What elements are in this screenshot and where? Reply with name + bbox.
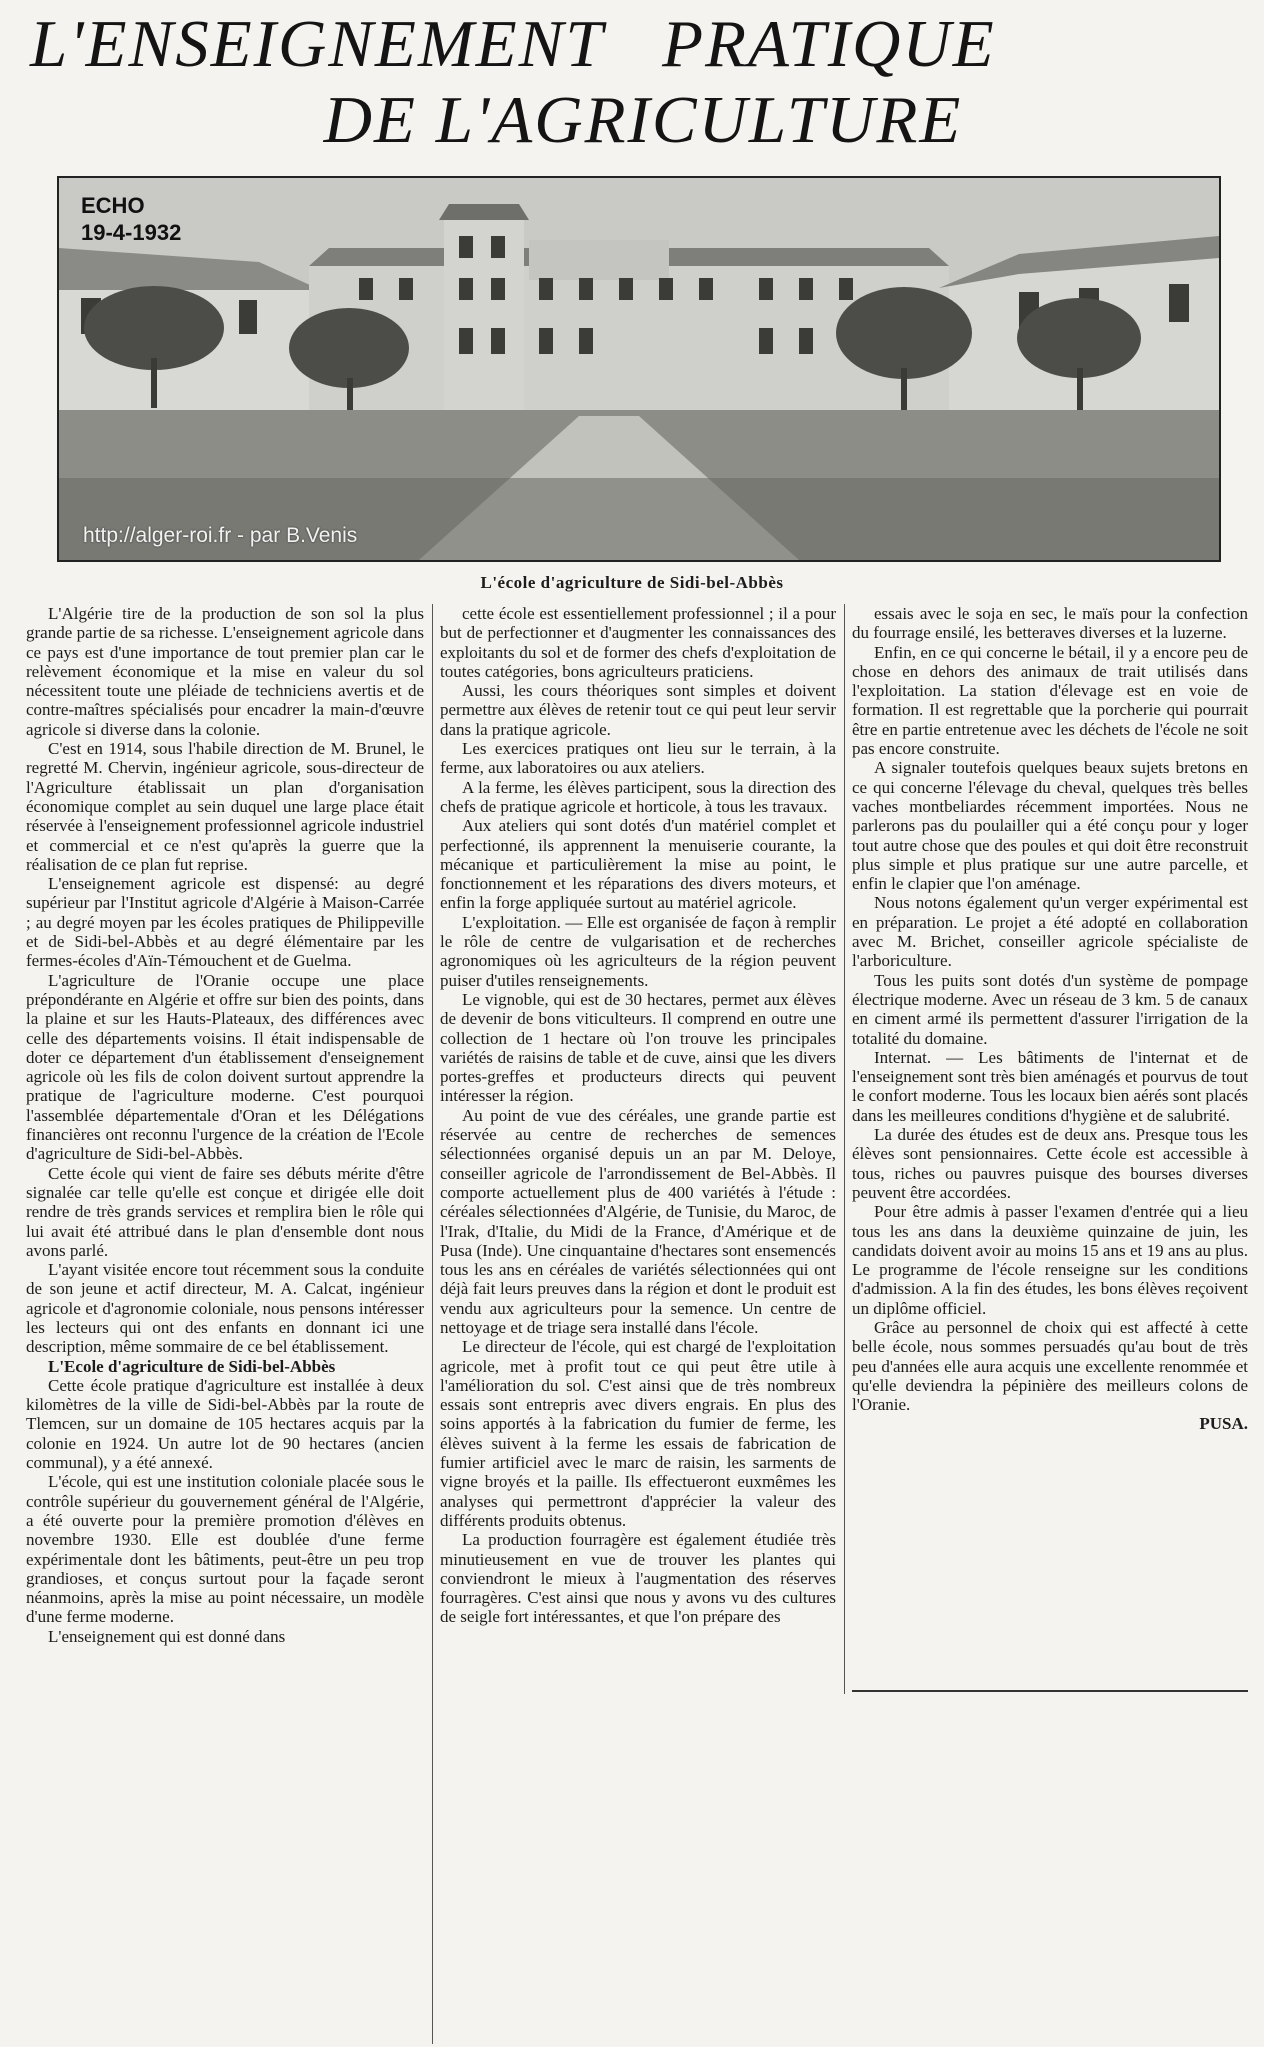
paragraph: L'enseignement qui est donné dans <box>48 1626 286 1646</box>
paragraph: Au point de vue des céréales, une grande partie est réservée au centre de recherches de semences sélectionnées organisé depuis un an par M. Deloye, conseiller agricole de l'arrondissement de Bel-Abbès. Il comporte actuellement plus de 400 variétés à l'étude : céréales sélectionnées d'Algérie, de Tunisie, du Maroc, de l'Irak, d'Italie, du Midi de la France, d'Amérique et de Pusa (Inde). Une cinquantaine d'hectares sont ensemencés tous les ans en céréales de variétés sélectionnées qui ont déjà fait leurs preuves dans la région et dont le produit est vendu aux agriculteurs pour la semence. Un centre de nettoyage et de triage sera installé dans l'école. <box>440 1105 836 1337</box>
paragraph: L'ayant visitée encore tout récemment sous la conduite de son jeune et actif directeur, M. A. Calcat, ingénieur agricole et d'agronomie coloniale, nous pensons intéresser les lecteurs qui ont des enfants en donnant ici une description, même sommaire de ce bel établissement. <box>26 1260 424 1357</box>
paragraph: A la ferme, les élèves participent, sous la direction des chefs de pratique agricole et horticole, à tous les travaux. <box>440 777 836 816</box>
photo-source-label <box>81 192 181 246</box>
paragraph: Nous notons également qu'un verger expérimental est en préparation. Le projet a été adopté en collaboration avec M. Brichet, conseiller agricole spécialiste de l'arboriculture. <box>852 893 1248 971</box>
paragraph: Cette école qui vient de faire ses débuts mérite d'être signalée car telle qu'elle est conçue et dirigée elle doit rendre de très grands services et remplira bien le rôle qui lui avait été attribué dans le plan d'ensemble dont nous avons parlé. <box>26 1163 424 1260</box>
article-column-3 <box>852 604 1248 1684</box>
photo-date: 19-4-1932 <box>81 220 182 245</box>
column-rule-2 <box>844 604 845 1694</box>
paragraph: Pour être admis à passer l'examen d'entrée qui a lieu tous les ans dans la deuxième quinzaine de juin, les candidats doivent avoir au moins 15 ans et 19 ans au plus. Le programme de l'école renseigne sur les conditions d'admission. A la fin des études, les bons élèves reçoivent un diplôme officiel. <box>852 1202 1248 1318</box>
paragraph: La durée des études est de deux ans. Presque tous les élèves sont pensionnaires. Cette école est accessible à tous, riches ou pauvres puisque des bourses diverses peuvent être accordées. <box>852 1125 1248 1202</box>
paragraph: cette école est essentiellement professionnel ; il a pour but de perfectionner et d'augmenter les connaissances des exploitants du sol et de former des chefs d'exploitation de toutes catégories, bons agriculteurs praticiens. <box>440 604 836 681</box>
paragraph: essais avec le soja en sec, le maïs pour la confection du fourrage ensilé, les betteraves diverses et la luzerne. <box>852 604 1248 643</box>
paragraph: Aussi, les cours théoriques sont simples et doivent permettre aux élèves de retenir tout ce qui peut leur servir dans la pratique agricole. <box>440 681 836 739</box>
paragraph: Aux ateliers qui sont dotés d'un matériel complet et perfectionné, ils apprennent la menuiserie courante, la mécanique et particulièrement la mise au point, le fonctionnement et les réparations des divers moteurs, et enfin la forge appliquée surtout au matériel agricole. <box>440 816 836 913</box>
article-column-1 <box>26 604 424 2044</box>
headline <box>18 6 1248 158</box>
paragraph: La production fourragère est également étudiée très minutieusement en vue de trouver les plantes qui conviendront le mieux à l'augmentation des réserves fourragères. C'est ainsi que nous y avons vu des cultures de seigle fort intéressantes, et que l'on prépare des <box>440 1530 836 1627</box>
article-column-2 <box>440 604 836 2044</box>
column-rule-1 <box>432 604 433 2044</box>
paragraph: L'Algérie tire de la production de son sol la plus grande partie de sa richesse. L'enseignement agricole dans ce pays est d'une importance de tout premier plan car le relèvement économique et la mise en valeur du sol nécessitent toute une pléiade de techniciens avertis et de contre-maîtres spécialisés pour encadrer la main-d'œuvre agricole si diverse dans la colonie. <box>26 604 424 739</box>
paragraph: Tous les puits sont dotés d'un système de pompage électrique moderne. Avec un réseau de 3 km. 5 de canaux en ciment armé ils permettent d'assurer l'irrigation de la totalité du domaine. <box>852 970 1248 1048</box>
article-end-rule <box>852 1690 1248 1692</box>
paragraph: Le vignoble, qui est de 30 hectares, permet aux élèves de devenir de bons viticulteurs. Il comprend en outre une collection de 1 hectare où l'on trouve les principales variétés de raisins de table et de cuve, ainsi que les divers portes-greffes et producteurs directs qui peuvent intéresser la région. <box>440 989 836 1106</box>
paragraph: L'exploitation. — Elle est organisée de façon à remplir le rôle de centre de vulgarisation et de recherches agronomiques où les agriculteurs de la région peuvent puiser d'utiles renseignements. <box>440 912 836 990</box>
paragraph: Enfin, en ce qui concerne le bétail, il y a encore peu de chose en dehors des animaux de trait utilisés dans l'exploitation. La station d'élevage est en voie de formation. Il est regrettable que la porcherie qui pourrait être en partie entretenue avec les déchets de l'école ne soit pas encore construite. <box>852 642 1248 759</box>
paragraph: C'est en 1914, sous l'habile direction de M. Brunel, le regretté M. Chervin, ingénieur agricole, sous-directeur de l'Agriculture établissait un plan d'organisation économique complet au sein duquel une large place était réservée à l'enseignement professionnel agricole industriel et commercial et ce n'est qu'après la guerre que la réalisation de ce plan fut reprise. <box>26 739 424 874</box>
section-heading: L'Ecole d'agriculture de Sidi-bel-Abbès <box>48 1356 336 1376</box>
headline-line-1: L'ENSEIGNEMENT PRATIQUE <box>30 7 996 81</box>
paragraph: Internat. — Les bâtiments de l'internat et de l'enseignement sont très bien aménagés et pourvus de tout le confort moderne. Tous les locaux bien aérés sont placés dans les meilleures conditions d'hygiène et de salubrité. <box>852 1047 1248 1125</box>
paragraph: L'enseignement agricole est dispensé: au degré supérieur par l'Institut agricole d'Algérie à Maison-Carrée ; au degré moyen par les écoles pratiques de Philippeville et de Sidi-bel-Abbès et au degré élémentaire par les fermes-écoles d'Aïn-Témouchent et de Guelma. <box>26 874 424 971</box>
headline-line-2: DE L'AGRICULTURE <box>323 83 963 157</box>
echo-label: ECHO <box>81 193 145 218</box>
paragraph: L'école, qui est une institution coloniale placée sous le contrôle supérieur du gouvernement général de l'Algérie, a été ouverte pour la première promotion d'élèves en novembre 1930. Elle est doublée d'une ferme expérimentale dont les bâtiments, peut-être un peu trop grandioses, et conçus surtout pour la façade seront néanmoins, après la mise au point nécessaire, un modèle d'une ferme moderne. <box>26 1472 424 1627</box>
paragraph: Le directeur de l'école, qui est chargé de l'exploitation agricole, met à profit tout ce qui peut être utile à l'amélioration du sol. C'est ainsi que de très nombreux essais sont entrepris avec divers engrais. En plus des soins apportés à la fabrication du fumier de ferme, les élèves suivent à la ferme les essais de fabrication de fumier artificiel avec le marc de raisin, les sarments de vigne broyés et la paille. Ils effectueront euxmêmes les analyses qui permettront d'apprécier la valeur des différents produits obtenus. <box>440 1337 836 1530</box>
watermark: http://alger-roi.fr - par B.Venis <box>83 524 358 547</box>
school-photo <box>57 176 1221 562</box>
school-building-illustration <box>59 178 1219 560</box>
paragraph: L'agriculture de l'Oranie occupe une place prépondérante en Algérie et offre sur bien des points, dans la plaine et sur les Hauts-Plateaux, des différences avec celle des départements voisins. Il était indispensable de doter ce département d'un établissement d'enseignement agricole où les fils de colon doivent surtout apprendre la pratique de l'agriculture moderne. C'est pourquoi l'assemblée départementale d'Oran et les Délégations financières ont reconnu l'urgence de la création de l'Ecole d'agriculture de Sidi-bel-Abbès. <box>26 970 424 1164</box>
paragraph: Grâce au personnel de choix qui est affecté à cette belle école, nous sommes persuadés qu'au bout de très peu d'années elle aura acquis une excellente renommée et qu'elle deviendra la pépinière des meilleurs colons de l'Oranie. <box>852 1317 1248 1415</box>
paragraph: Les exercices pratiques ont lieu sur le terrain, à la ferme, aux laboratoires ou aux ateliers. <box>440 739 836 778</box>
photo-caption: L'école d'agriculture de Sidi-bel-Abbès <box>480 573 784 592</box>
paragraph: Cette école pratique d'agriculture est installée à deux kilomètres de la ville de Sidi-bel-Abbès par la route de Tlemcen, sur un domaine de 105 hectares acquis par la colonie en 1924. Un autre lot de 90 hectares (ancien communal), y a été annexé. <box>26 1375 424 1473</box>
paragraph: A signaler toutefois quelques beaux sujets bretons en ce qui concerne l'élevage du cheval, quelques très belles vaches montbeliardes récemment importées. Nous ne parlerons pas du poulailler qui a été conçu pour y loger tout autre chose que des poules et qui doit être reconstruit plus simple et plus pratique sur une autre parcelle, et enfin le clapier que l'on aménage. <box>852 758 1248 894</box>
author-signature: PUSA. <box>1199 1414 1248 1434</box>
